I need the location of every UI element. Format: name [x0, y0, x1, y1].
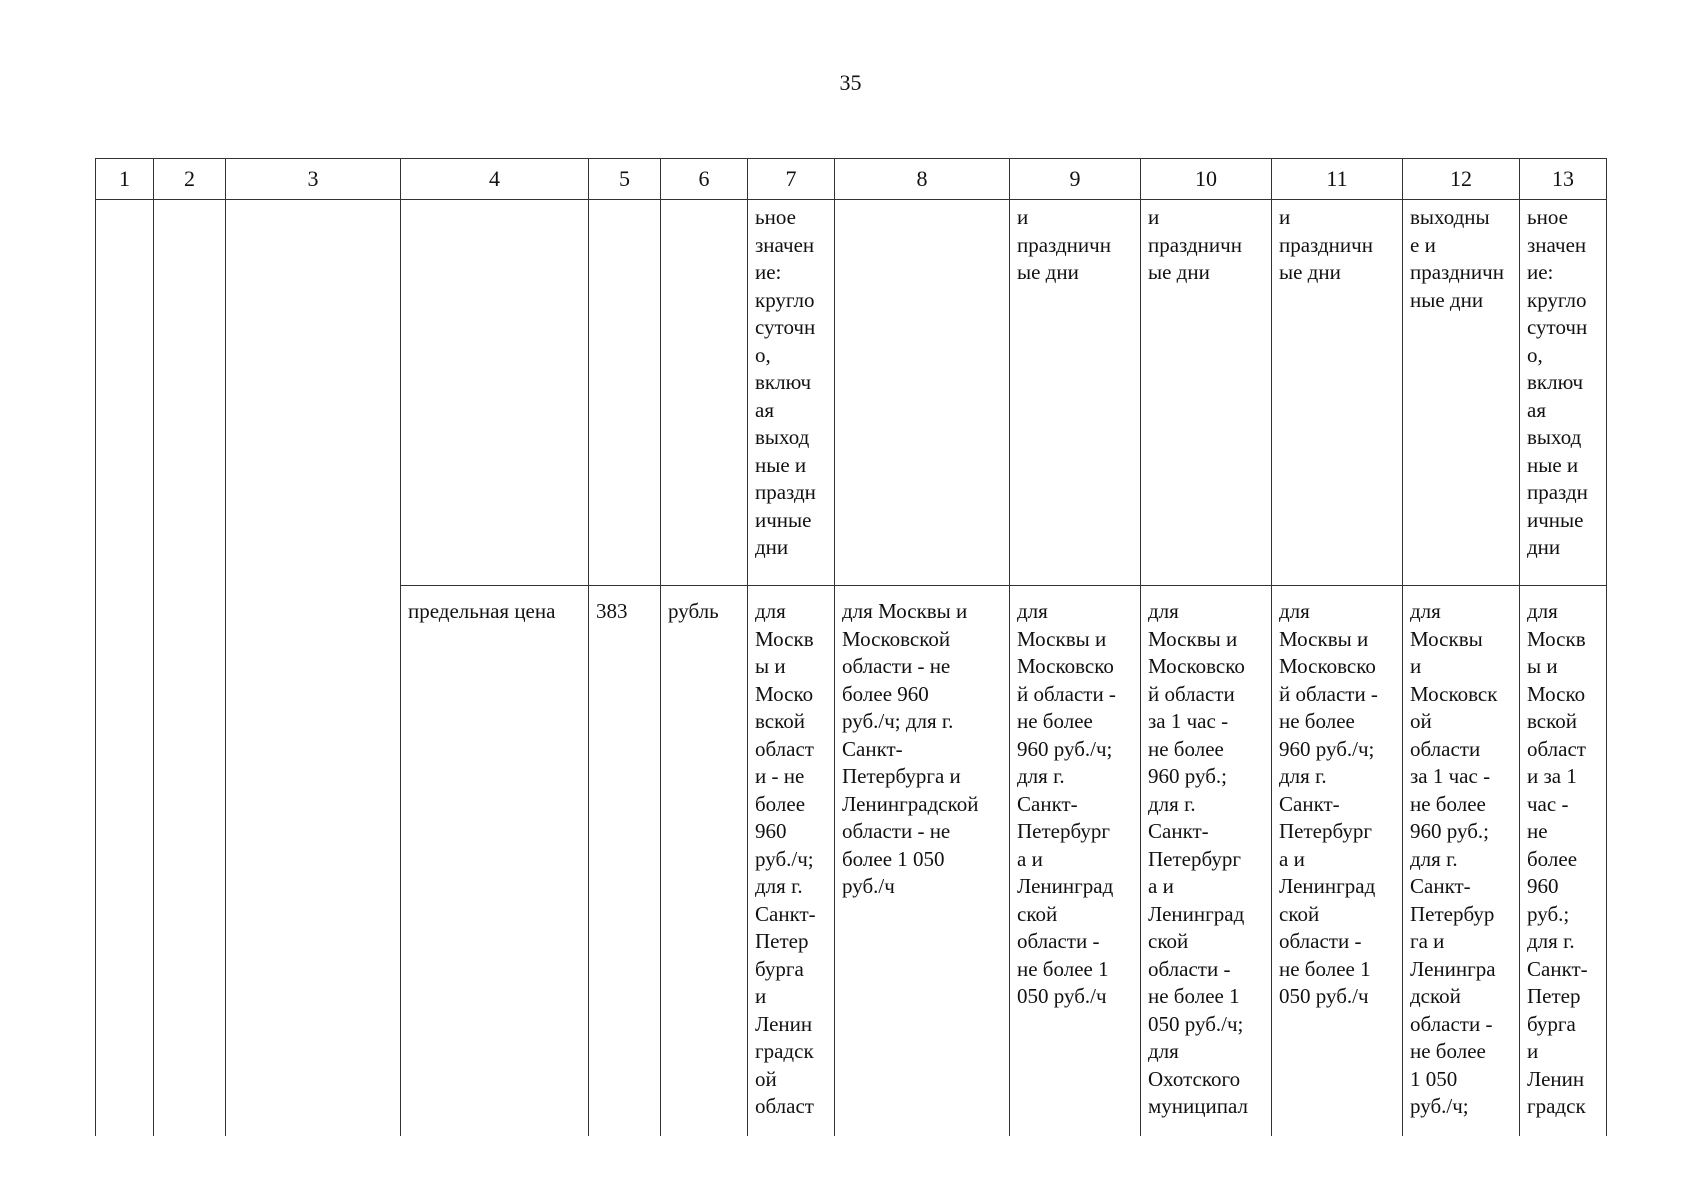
- table-cell: [96, 586, 154, 1137]
- table-cell: [1520, 200, 1607, 586]
- table-cell: [835, 200, 1010, 586]
- cell-text: и праздничн ые дни: [1148, 205, 1242, 284]
- cell-text: ьное значен ие: кругло суточн о, включ ая выход ные и праздн ичные дни: [1527, 205, 1588, 559]
- table-cell: [1141, 200, 1272, 586]
- cell-text: для Москвы и Московско й области - не более 960 руб./ч; для г. Санкт- Петербург а и Ленинград ской области - не более 1 050 руб./ч: [1279, 599, 1378, 1008]
- cell-text: для Москвы и Московско й области - не более 960 руб./ч; для г. Санкт- Петербург а и Ленинград ской области - не более 1 050 руб./ч: [1017, 599, 1116, 1008]
- header-cell-4: 4: [401, 159, 589, 200]
- cell-text: выходны е и праздничн ные дни: [1410, 205, 1504, 312]
- table-cell: [1010, 586, 1141, 1137]
- header-cell-8: 8: [835, 159, 1010, 200]
- header-cell-9: 9: [1010, 159, 1141, 200]
- table-cell: [226, 586, 401, 1137]
- cell-text: для Москв ы и Моско вской област и за 1 час - не более 960 руб.; для г. Санкт- Петер бурга и Ленин градск: [1527, 599, 1588, 1118]
- cell-text: для Москвы и Московской области - не более 960 руб./ч; для г. Санкт- Петербурга и Ленинградской области - не более 1 050 руб./ч: [842, 599, 979, 898]
- table-cell: [1272, 586, 1403, 1137]
- cell-text: ьное значен ие: кругло суточн о, включ ая выход ные и праздн ичные дни: [755, 205, 816, 559]
- header-cell-6: 6: [661, 159, 748, 200]
- table-cell: [154, 200, 226, 586]
- table-cell: [1010, 200, 1141, 586]
- header-cell-3: 3: [226, 159, 401, 200]
- table-cell: [661, 586, 748, 1137]
- header-cell-1: 1: [96, 159, 154, 200]
- cell-text: и праздничн ые дни: [1017, 205, 1111, 284]
- header-cell-7: 7: [748, 159, 835, 200]
- table-cell: [96, 200, 154, 586]
- cell-text: для Москв ы и Моско вской област и - не более 960 руб./ч; для г. Санкт- Петер бурга и Ленин градск ой област: [755, 599, 816, 1118]
- table-cell: [401, 200, 589, 586]
- table-cell: [589, 586, 661, 1137]
- table-cell: [1272, 200, 1403, 586]
- table-cell: [226, 200, 401, 586]
- table-cell: [748, 586, 835, 1137]
- data-table: [95, 158, 1607, 1136]
- table-row: [96, 586, 1607, 1137]
- table-cell: [401, 586, 589, 1137]
- header-row: [96, 159, 1607, 200]
- table-cell: [1403, 586, 1520, 1137]
- table-cell: [1520, 586, 1607, 1137]
- cell-text: и праздничн ые дни: [1279, 205, 1373, 284]
- page-number: 35: [839, 70, 862, 95]
- cell-text: рубль: [668, 599, 719, 623]
- table-cell: [589, 200, 661, 586]
- table-cell: [835, 586, 1010, 1137]
- header-cell-5: 5: [589, 159, 661, 200]
- table-cell: [154, 586, 226, 1137]
- cell-text: 383: [596, 599, 628, 623]
- table-cell: [1141, 586, 1272, 1137]
- table-cell: [661, 200, 748, 586]
- header-cell-2: 2: [154, 159, 226, 200]
- cell-text: предельная цена: [408, 599, 556, 623]
- header-cell-13: 13: [1520, 159, 1607, 200]
- header-cell-11: 11: [1272, 159, 1403, 200]
- table-cell: [748, 200, 835, 586]
- table-cell: [1403, 200, 1520, 586]
- cell-text: для Москвы и Московско й области за 1 час - не более 960 руб.; для г. Санкт- Петербург а и Ленинград ской области - не более 1 050 руб./ч; для Охотского муниципал: [1148, 599, 1248, 1118]
- header-cell-10: 10: [1141, 159, 1272, 200]
- table-row: [96, 200, 1607, 586]
- header-cell-12: 12: [1403, 159, 1520, 200]
- cell-text: для Москвы и Московск ой области за 1 час - не более 960 руб.; для г. Санкт- Петербур га и Ленингра дской области - не более 1 050 руб./ч;: [1410, 599, 1498, 1118]
